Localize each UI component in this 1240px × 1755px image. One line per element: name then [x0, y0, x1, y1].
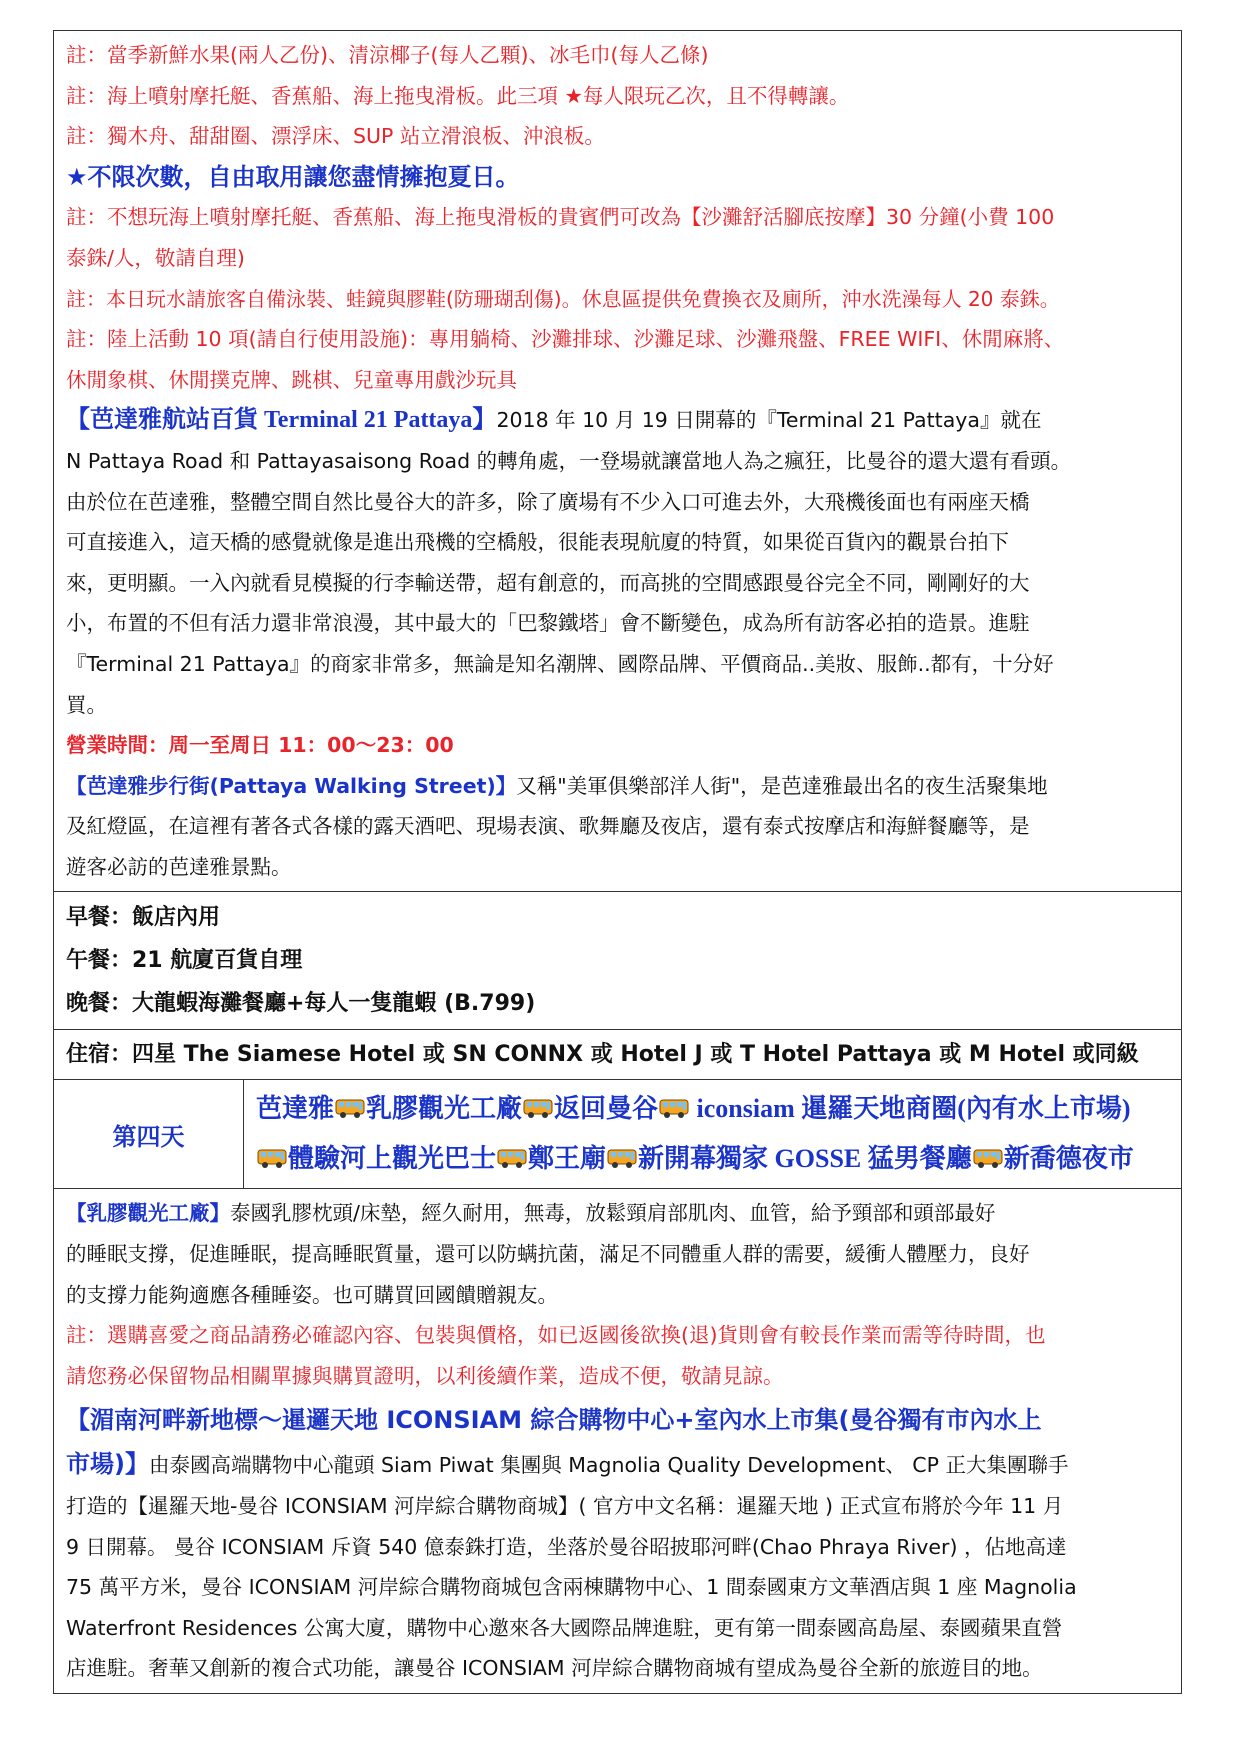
iconsiam-title-line1: 【湄南河畔新地標～暹邏天地 ICONSIAM 綜合購物中心+室內水上市集(曼谷獨有市內水上: [66, 1406, 1042, 1435]
bus-icon: [523, 1099, 553, 1119]
iconsiam-line2: 打造的【暹羅天地-曼谷 ICONSIAM 河岸綜合購物商城】( 官方中文名稱：暹羅天地 ) 正式宣布將於今年 11 月: [66, 1494, 1064, 1519]
lunch: 午餐：21 航廈百貨自理: [66, 948, 303, 974]
terminal21-line4: 可直接進入，這天橋的感覺就像是進出飛機的空橋般，很能表現航廈的特質，如果從百貨內的觀景台拍下: [66, 530, 1009, 555]
note-massage-line1: 註：不想玩海上噴射摩托艇、香蕉船、海上拖曳滑板的貴賓們可改為【沙灘舒活腳底按摩】30 分鐘(小費 100: [66, 205, 1055, 230]
business-hours: 營業時間：周一至周日 11：00～23：00: [66, 733, 454, 758]
meals-cell: [54, 892, 1181, 1030]
route-stop: 新喬德夜市: [1003, 1144, 1134, 1175]
note-fruit: 註：當季新鮮水果(兩人乙份)、清涼椰子(每人乙顆)、冰毛巾(每人乙條): [66, 43, 709, 67]
route-stop: 芭達雅: [256, 1094, 335, 1125]
route-stop: 新開幕獨家 GOSSE 猛男餐廳: [638, 1144, 972, 1174]
iconsiam-line4: 75 萬平方米，曼谷 ICONSIAM 河岸綜合購物商城包含兩棟購物中心、1 間泰國東方文華酒店與 1 座 Magnolia: [66, 1575, 1077, 1600]
walking-street-title: 【芭達雅步行街(Pattaya Walking Street)】: [66, 773, 517, 798]
bus-icon: [607, 1149, 637, 1169]
iconsiam-line5: Waterfront Residences 公寓大廈，購物中心邀來各大國際品牌進駐，更有第一間泰國高島屋、泰國蘋果直營: [66, 1615, 1063, 1640]
iconsiam-line3: 9 日開幕。 曼谷 ICONSIAM 斥資 540 億泰銖打造，坐落於曼谷昭披耶河畔(Chao Phraya River) ，佔地高達: [66, 1534, 1067, 1559]
latex-line2: 的睡眠支撐，促進睡眠，提高睡眠質量，還可以防螨抗菌，滿足不同體重人群的需要，緩衝人體壓力，良好: [66, 1242, 1030, 1267]
bus-icon: [973, 1149, 1003, 1169]
walking-street-line3: 遊客必訪的芭達雅景點。: [66, 854, 292, 879]
terminal21-line8: 買。: [66, 692, 107, 717]
note-massage-line2: 泰銖/人，敬請自理): [66, 245, 245, 270]
terminal21-title: 【芭達雅航站百貨 Terminal 21 Pattaya】: [66, 407, 497, 434]
route-stop: 乳膠觀光工廠: [366, 1094, 523, 1125]
itinerary-table: [53, 30, 1182, 1694]
star-limit-note: ★每人限玩乙次，且不得轉讓。: [564, 83, 850, 108]
activities-cell: [54, 31, 1181, 892]
note-water-sports: 註：海上噴射摩托艇、香蕉船、海上拖曳滑板。此三項 ★每人限玩乙次，且不得轉讓。: [66, 83, 850, 108]
latex-line1: 【乳膠觀光工廠】泰國乳膠枕頭/床墊，經久耐用，無毒，放鬆頸肩部肌肉、血管，給予頸部和頭部最好: [66, 1201, 996, 1226]
day4-header-row: [54, 1080, 1181, 1189]
day4-details-cell: [54, 1189, 1181, 1693]
day4-label: 第四天: [54, 1080, 244, 1188]
note-purchase-line2: 請您務必保留物品相關單據與購買證明，以利後續作業，造成不便，敬請見諒。: [66, 1363, 784, 1388]
terminal21-line3: 由於位在芭達雅，整體空間自然比曼谷大的許多，除了廣場有不少入口可進去外，大飛機後面也有兩座天橋: [66, 489, 1030, 514]
walking-street-line2: 及紅燈區，在這裡有著各式各樣的露天酒吧、現場表演、歌舞廳及夜店，還有泰式按摩店和海鮮餐廳等，是: [66, 814, 1030, 839]
route-stop: 返回曼谷: [554, 1094, 659, 1125]
walking-street-line1: 【芭達雅步行街(Pattaya Walking Street)】又稱"美軍俱樂部洋人街"，是芭達雅最出名的夜生活聚集地: [66, 773, 1048, 798]
note-gear: 註：本日玩水請旅客自備泳裝、蛙鏡與膠鞋(防珊瑚刮傷)。休息區提供免費換衣及廁所，沖水洗澡每人 20 泰銖。: [66, 286, 1060, 311]
bus-icon: [497, 1149, 527, 1169]
day4-route: [244, 1080, 1181, 1188]
terminal21-line2: N Pattaya Road 和 Pattayasaisong Road 的轉角處，一登場就讓當地人為之瘋狂，比曼谷的還大還有看頭。: [66, 448, 1072, 473]
terminal21-line1: 【芭達雅航站百貨 Terminal 21 Pattaya】2018 年 10 月 19 日開幕的『Terminal 21 Pattaya』就在: [66, 407, 1042, 434]
route-stop: 鄭王廟: [528, 1144, 607, 1175]
note-land-line1: 註：陸上活動 10 項(請自行使用設施)：專用躺椅、沙灘排球、沙灘足球、沙灘飛盤、FREE WIFI、休閒麻將、: [66, 327, 1065, 352]
unlimited-highlight: ★不限次數，自由取用讓您盡情擁抱夏日。: [66, 162, 520, 191]
latex-line3: 的支撐力能夠適應各種睡姿。也可購買回國饋贈親友。: [66, 1282, 558, 1307]
note-land-line2: 休閒象棋、休閒撲克牌、跳棋、兒童專用戲沙玩具: [66, 367, 517, 392]
terminal21-line5: 來，更明顯。一入內就看見模擬的行李輸送帶，超有創意的，而高挑的空間感跟曼谷完全不同，剛剛好的大: [66, 570, 1030, 595]
latex-title: 【乳膠觀光工廠】: [66, 1201, 230, 1226]
terminal21-line6: 小，布置的不但有活力還非常浪漫，其中最大的「巴黎鐵塔」會不斷變色，成為所有訪客必拍的造景。進駐: [66, 611, 1030, 636]
accommodation: 住宿：四星 The Siamese Hotel 或 SN CONNX 或 Hotel J 或 T Hotel Pattaya 或 M Hotel 或同級: [66, 1042, 1139, 1068]
route-stop: iconsiam 暹羅天地商圈(內有水上市場): [690, 1094, 1131, 1124]
note-purchase-line1: 註：選購喜愛之商品請務必確認內容、包裝與價格，如已返國後欲換(退)貨則會有較長作業而需等待時間，也: [66, 1323, 1046, 1348]
note-boats: 註：獨木舟、甜甜圈、漂浮床、SUP 站立滑浪板、沖浪板。: [66, 124, 605, 149]
breakfast: 早餐：飯店內用: [66, 905, 221, 931]
iconsiam-line6: 店進駐。奢華又創新的複合式功能，讓曼谷 ICONSIAM 河岸綜合購物商城有望成為曼谷全新的旅遊目的地。: [66, 1656, 1043, 1681]
dinner: 晚餐：大龍蝦海灘餐廳+每人一隻龍蝦 (B.799): [66, 991, 536, 1017]
route-stop: 體驗河上觀光巴士: [288, 1144, 497, 1175]
iconsiam-line1: 市場)】由泰國高端購物中心龍頭 Siam Piwat 集團與 Magnolia Quality Development、 CP 正大集團聯手: [66, 1450, 1069, 1479]
bus-icon: [659, 1099, 689, 1119]
bus-icon: [335, 1099, 365, 1119]
bus-icon: [257, 1149, 287, 1169]
terminal21-line7: 『Terminal 21 Pattaya』的商家非常多，無論是知名潮牌、國際品牌、平價商品..美妝、服飾..都有，十分好: [66, 651, 1054, 676]
accommodation-cell: [54, 1030, 1181, 1080]
iconsiam-title-line2: 市場)】: [66, 1450, 149, 1479]
